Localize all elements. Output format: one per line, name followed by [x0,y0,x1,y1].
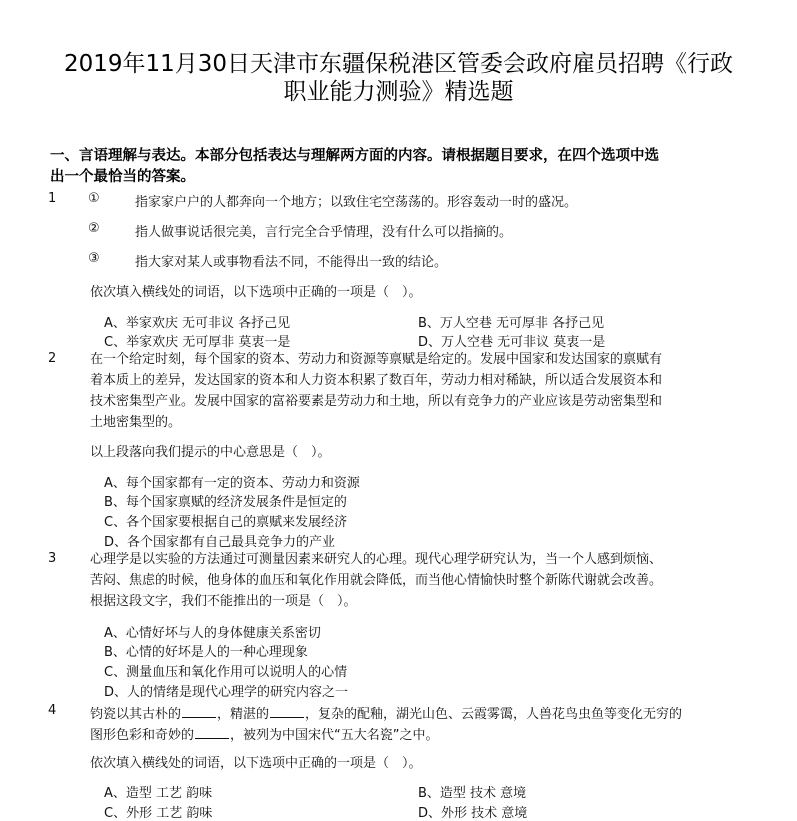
q4-text-2a: 图形色彩和奇妙的 [90,728,195,743]
question-1-number: 1 [48,191,57,206]
section-line-1: 一、言语理解与表达。本部分包括表达与理解两方面的内容。请根据题目要求，在四个选项中选 [50,148,659,164]
q3-line-1: 心理学是以实验的方法通过可测量因素来研究人的心理。现代心理学研究认为，当一个人感到烦恼、 [90,552,663,567]
q4-option-c: C、外形 工艺 韵味 [104,806,213,821]
q1-item-2: 指人做事说话很完美，言行完全合乎情理，没有什么可以指摘的。 [135,225,513,240]
question-2-number: 2 [48,351,57,366]
question-4-number: 4 [48,703,57,718]
q2-line-2: 着本质上的差异，发达国家的资本和人力资本积累了数百年，劳动力相对稀缺，所以适合发展资本和 [90,373,663,388]
section-line-2: 出一个最恰当的答案。 [50,169,195,185]
title-line-1: 2019年11月30日天津市东疆保税港区管委会政府雇员招聘《行政 [63,51,734,77]
q1-mark-2: ② [88,221,100,236]
q4-option-a: A、造型 工艺 韵味 [104,786,213,801]
q1-option-d: D、万人空巷 无可非议 莫衷一是 [418,335,606,350]
q1-option-c: C、举家欢庆 无可厚非 莫衷一是 [104,335,291,350]
section-heading [50,146,740,188]
q2-option-b: B、每个国家禀赋的经济发展条件是恒定的 [104,495,347,510]
question-3-number: 3 [48,551,57,566]
q2-passage [90,349,730,433]
q1-item-1: 指家家户户的人都奔向一个地方；以致住宅空荡荡的。形容轰动一时的盛况。 [135,195,578,210]
q3-option-d: D、人的情绪是现代心理学的研究内容之一 [104,685,349,700]
q1-prompt: 依次填入横线处的词语，以下选项中正确的一项是（ ）。 [90,285,422,300]
q1-option-b: B、万人空巷 无可厚非 各抒己见 [418,316,605,331]
q2-option-c: C、各个国家要根据自己的禀赋来发展经济 [104,515,348,530]
q3-line-3: 根据这段文字，我们不能推出的一项是（ ）。 [90,594,357,609]
q3-passage [90,549,730,612]
q4-line-2 [90,724,439,743]
q2-line-1: 在一个给定时刻，每个国家的资本、劳动力和资源等禀赋是给定的。发展中国家和发达国家的禀赋有 [90,352,663,367]
q4-blank-3 [195,727,229,739]
q1-item-3: 指大家对某人或事物看法不同，不能得出一致的结论。 [135,255,448,270]
document-title [30,50,767,106]
q2-option-d: D、各个国家都有自己最具竞争力的产业 [104,535,336,550]
q4-blank-2 [270,706,304,718]
q1-option-a: A、举家欢庆 无可非议 各抒己见 [104,316,291,331]
q4-text-1a: 钧瓷以其古朴的 [90,707,182,722]
q4-line-1 [90,703,682,722]
q3-option-c: C、测量血压和氧化作用可以说明人的心情 [104,665,348,680]
q3-option-b: B、心情的好坏是人的一种心理现象 [104,645,308,660]
q4-option-b: B、造型 技术 意境 [418,786,527,801]
q4-text-1c: ，复杂的配釉，湖光山色、云霞雾霭，人兽花鸟虫鱼等变化无穷的 [305,707,683,722]
title-line-2: 职业能力测验》精选题 [283,79,514,105]
q4-blank-1 [182,706,216,718]
q2-line-4: 土地密集型的。 [90,415,182,430]
q2-prompt: 以上段落向我们提示的中心意思是（ ）。 [90,445,331,460]
q4-text-2b: ，被列为中国宋代“五大名瓷”之中。 [230,728,439,743]
q4-prompt: 依次填入横线处的词语，以下选项中正确的一项是（ ）。 [90,756,422,771]
q4-option-d: D、外形 技术 意境 [418,806,528,821]
q3-option-a: A、心情好坏与人的身体健康关系密切 [104,626,321,641]
q2-line-3: 技术密集型产业。发展中国家的富裕要素是劳动力和土地，所以有竞争力的产业应该是劳动密集型和 [90,394,663,409]
q4-text-1b: ，精湛的 [217,707,270,722]
q1-mark-1: ① [88,191,100,206]
q1-mark-3: ③ [88,251,100,266]
q3-line-2: 苦闷、焦虑的时候，他身体的血压和氧化作用就会降低，而当他心情愉快时整个新陈代谢就会改善。 [90,573,663,588]
q2-option-a: A、每个国家都有一定的资本、劳动力和资源 [104,476,360,491]
